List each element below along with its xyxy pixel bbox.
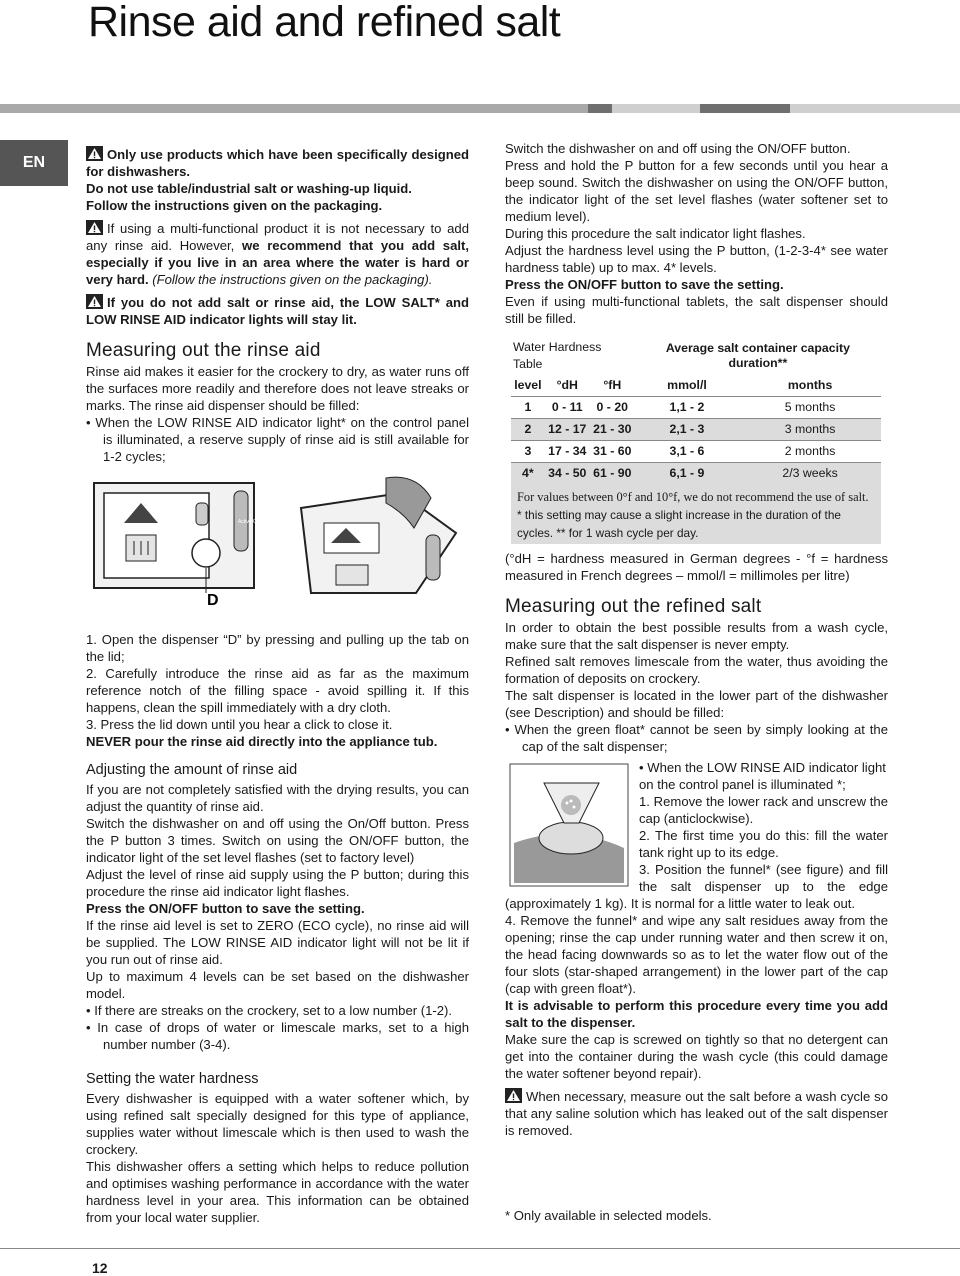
step-item: 3. Position the funnel* (see figure) and fill the salt dispenser up to the edge (approximately 1 kg). It is normal for a little water to leak out. bbox=[505, 862, 888, 911]
paragraph: Switch the dishwasher on and off using the On/Off button. Press the P button 3 times. Switch on using the ON/OFF button, the indicator light of the set level flashes (set to factory level) bbox=[86, 816, 469, 865]
step-item: 1. Open the dispenser “D” by pressing and pulling up the tab on the lid; bbox=[86, 632, 469, 664]
paragraph: (°dH = hardness measured in German degrees - °f = hardness measured in French degrees – mmol/l = millimoles per litre) bbox=[505, 551, 888, 583]
section-heading-water-hardness: Setting the water hardness bbox=[86, 1071, 259, 1087]
step-warning: NEVER pour the rinse aid directly into the appliance tub. bbox=[86, 734, 438, 749]
warning-line: Follow the instructions given on the packaging. bbox=[86, 198, 383, 213]
step-item: 4. Remove the funnel* and wipe any salt residues away from the opening; rinse the cap under running water and then screw it on, the head facing downwards so as to let the water flow out of the four slots (star-shaped arrangement) in the lower part of the cap (cap with green float*). bbox=[505, 913, 888, 996]
paragraph: Press the ON/OFF button to save the setting. bbox=[86, 901, 365, 916]
table-cell: 3,1 - 6 bbox=[635, 441, 739, 463]
table-header: °dH bbox=[545, 375, 590, 397]
table-cell: 17 - 34 bbox=[545, 441, 590, 463]
warning-icon bbox=[86, 220, 103, 235]
footnote: * Only available in selected models. bbox=[505, 1208, 712, 1223]
table-header-row bbox=[511, 375, 881, 397]
table-cell: 2 bbox=[511, 419, 545, 441]
section-heading-refined-salt: Measuring out the refined salt bbox=[505, 596, 762, 617]
table-header: °fH bbox=[590, 375, 635, 397]
header-stripe bbox=[700, 104, 790, 113]
paragraph: Switch the dishwasher on and off using the ON/OFF button. bbox=[505, 141, 851, 156]
paragraph: If the rinse aid level is set to ZERO (ECO cycle), no rinse aid will be supplied. The LOW RINSE AID indicator light will not be lit if you run out of rinse aid. bbox=[86, 918, 469, 967]
page-title: Rinse aid and refined salt bbox=[88, 0, 561, 46]
table-cell: 4* bbox=[511, 463, 545, 485]
paragraph: Even if using multi-functional tablets, the salt dispenser should still be filled. bbox=[505, 294, 888, 326]
indicator-warning: If you do not add salt or rinse aid, the LOW SALT* and LOW RINSE AID indicator lights will stay lit. bbox=[86, 295, 469, 327]
table-header: mmol/l bbox=[635, 375, 739, 397]
paragraph: Every dishwasher is equipped with a water softener which, by using refined salt specially designed for this type of appliance, supplies water without limescale which is then used to wash the crockery. bbox=[86, 1091, 469, 1157]
table-cell: 1,1 - 2 bbox=[635, 397, 739, 419]
table-title: Water Hardness Table bbox=[513, 340, 602, 371]
table-cell: 12 - 17 bbox=[545, 419, 590, 441]
table-cell: 0 - 11 bbox=[545, 397, 590, 419]
rinse-aid-dispenser-figure bbox=[86, 473, 469, 623]
paragraph: Press and hold the P button for a few seconds until you hear a beep sound. Switch the dishwasher on using the ON/OFF button, the indicator light of the set level flashes (water softener set to medium level). bbox=[505, 158, 888, 224]
bullet-item: • When the green float* cannot be seen by simply looking at the cap of the salt dispenser; bbox=[505, 722, 888, 754]
table-cell: 34 - 50 bbox=[545, 463, 590, 485]
language-tab: EN bbox=[0, 140, 68, 186]
table-cell: 5 months bbox=[739, 397, 881, 419]
paragraph: Make sure the cap is screwed on tightly so that no detergent can get into the container during the wash cycle (this could damage the water softener beyond repair). bbox=[505, 1032, 888, 1081]
warning-icon bbox=[86, 294, 103, 309]
footer-divider bbox=[0, 1248, 960, 1249]
bullet-item: • In case of drops of water or limescale marks, set to a high number number (3-4). bbox=[86, 1020, 469, 1052]
step-item: 2. Carefully introduce the rinse aid as far as the maximum reference notch of the filling space - avoid spilling it. If this happens, clean the spill immediately with a dry cloth. bbox=[86, 666, 469, 715]
table-cell: 0 - 20 bbox=[590, 397, 635, 419]
paragraph: During this procedure the salt indicator light flashes. bbox=[505, 226, 806, 241]
paragraph: Rinse aid makes it easier for the crockery to dry, as water runs off the surfaces more readily and therefore does not leave streaks or marks. The rinse aid dispenser should be filled: bbox=[86, 364, 469, 413]
table-cell: 3 months bbox=[739, 419, 881, 441]
table-row bbox=[511, 463, 881, 485]
paragraph: Adjust the hardness level using the P button, (1-2-3-4* see water hardness table) up to max. 4* levels. bbox=[505, 243, 888, 275]
paragraph: It is advisable to perform this procedure every time you add salt to the dispenser. bbox=[505, 998, 888, 1030]
salt-funnel-figure bbox=[509, 763, 629, 887]
paragraph: The salt dispenser is located in the lower part of the dishwasher (see Description) and should be filled: bbox=[505, 688, 888, 720]
table-avg-title: Average salt container capacity duration** bbox=[665, 341, 850, 370]
table-cell: 1 bbox=[511, 397, 545, 419]
paragraph: Refined salt removes limescale from the water, thus avoiding the formation of deposits on crockery. bbox=[505, 654, 888, 686]
salt-warning-paragraph: When necessary, measure out the salt before a wash cycle so that any saline solution which has leaked out of the salt dispenser is removed. bbox=[505, 1089, 888, 1138]
table-cell: 3 bbox=[511, 441, 545, 463]
table-row bbox=[511, 419, 881, 441]
warning-paragraph: Only use products which have been specifically designed for dishwashers. bbox=[86, 147, 469, 179]
bullet-item: • When the LOW RINSE AID indicator light on the control panel is illuminated *; bbox=[639, 760, 886, 792]
paragraph: Adjust the level of rinse aid supply using the P button; during this procedure the rinse aid indicator light flashes. bbox=[86, 867, 469, 899]
page-number: 12 bbox=[92, 1260, 108, 1276]
table-cell: 2 months bbox=[739, 441, 881, 463]
table-note bbox=[511, 484, 881, 544]
warning-line: Do not use table/industrial salt or washing-up liquid. bbox=[86, 181, 412, 196]
table-cell: 6,1 - 9 bbox=[635, 463, 739, 485]
table-note-line: For values between 0°f and 10°f, we do not recommend the use of salt. bbox=[517, 490, 869, 504]
bullet-item: • When the LOW RINSE AID indicator light* on the control panel is illuminated, a reserve supply of rinse aid is still available for 1-2 cycles; bbox=[86, 415, 469, 464]
section-heading-rinse-aid: Measuring out the rinse aid bbox=[86, 340, 321, 361]
water-hardness-table bbox=[511, 337, 881, 484]
table-header: months bbox=[739, 375, 881, 397]
multi-product-paragraph: If using a multi-functional product it is not necessary to add any rinse aid. However, we recommend that you add salt, especially if you live in an area where the water is hard or very hard. (Follow the instructions given on the packaging). bbox=[86, 221, 469, 287]
section-heading-adjust: Adjusting the amount of rinse aid bbox=[86, 762, 298, 778]
table-note-line: * this setting may cause a slight increase in the duration of the cycles. ** for 1 wash cycle per day. bbox=[517, 508, 841, 540]
paragraph: If you are not completely satisfied with the drying results, you can adjust the quantity of rinse aid. bbox=[86, 782, 469, 814]
header-stripe bbox=[588, 104, 612, 113]
table-cell: 31 - 60 bbox=[590, 441, 635, 463]
salt-section bbox=[505, 759, 888, 912]
step-item: 3. Press the lid down until you hear a click to close it. bbox=[86, 717, 393, 732]
warning-icon bbox=[86, 146, 103, 161]
table-cell: 2,1 - 3 bbox=[635, 419, 739, 441]
left-column bbox=[86, 146, 469, 1226]
step-item: 2. The first time you do this: fill the water tank right up to its edge. bbox=[639, 828, 888, 860]
header-stripe bbox=[790, 104, 960, 113]
table-row bbox=[511, 397, 881, 419]
paragraph: In order to obtain the best possible results from a wash cycle, make sure that the salt dispenser is never empty. bbox=[505, 620, 888, 652]
active-oxygen-label: Active Oxygen bbox=[238, 519, 271, 525]
paragraph: This dishwasher offers a setting which helps to reduce pollution and optimises washing performance in accordance with the water hardness level in your area. This information can be obtained from your local water supplier. bbox=[86, 1159, 469, 1225]
table-cell: 61 - 90 bbox=[590, 463, 635, 485]
dispenser-d-label: D bbox=[207, 592, 219, 609]
paragraph: Press the ON/OFF button to save the setting. bbox=[505, 277, 784, 292]
bullet-item: • If there are streaks on the crockery, set to a low number (1-2). bbox=[86, 1003, 453, 1018]
table-header: level bbox=[511, 375, 545, 397]
table-cell: 21 - 30 bbox=[590, 419, 635, 441]
water-hardness-table-box bbox=[505, 337, 888, 544]
table-row bbox=[511, 441, 881, 463]
table-cell: 2/3 weeks bbox=[739, 463, 881, 485]
header-stripe bbox=[0, 104, 588, 113]
header-stripe bbox=[612, 104, 700, 113]
right-column bbox=[505, 140, 888, 1139]
step-item: 1. Remove the lower rack and unscrew the cap (anticlockwise). bbox=[639, 794, 888, 826]
warning-icon bbox=[505, 1088, 522, 1103]
paragraph: Up to maximum 4 levels can be set based on the dishwasher model. bbox=[86, 969, 469, 1001]
